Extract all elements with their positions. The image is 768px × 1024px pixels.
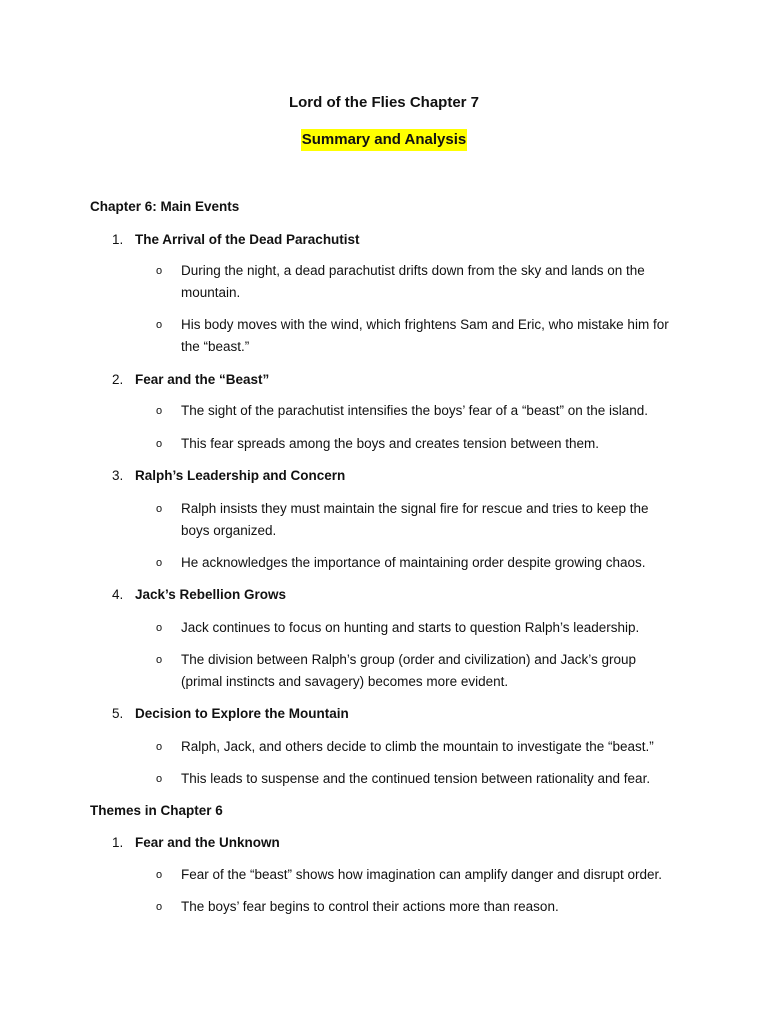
- hollow-bullet-icon: o: [156, 654, 163, 666]
- hollow-bullet-icon: o: [156, 319, 163, 331]
- section-heading-themes: Themes in Chapter 6: [90, 803, 223, 818]
- list-item-jack-rebellion: [112, 586, 286, 604]
- section-heading-main-events: Chapter 6: Main Events: [90, 199, 240, 214]
- hollow-bullet-icon: o: [156, 405, 163, 417]
- bullet-text: Ralph insists they must maintain the signal fire for rescue and tries to keep the boys organized.: [181, 501, 649, 538]
- bullet-item: [156, 768, 676, 790]
- bullet-text: This leads to suspense and the continued tension between rationality and fear.: [181, 771, 651, 786]
- list-item-fear-and-beast: [112, 371, 269, 389]
- bullet-item: [156, 400, 676, 422]
- bullet-item: [156, 433, 676, 455]
- bullet-text: This fear spreads among the boys and creates tension between them.: [181, 436, 599, 451]
- bullet-item: [156, 552, 676, 574]
- hollow-bullet-icon: o: [156, 265, 163, 277]
- subtitle-row: [0, 129, 768, 151]
- bullet-item: [156, 617, 676, 639]
- list-number: 5.: [112, 706, 124, 721]
- bullet-text: During the night, a dead parachutist drifts down from the sky and lands on the mountain.: [181, 263, 645, 300]
- hollow-bullet-icon: o: [156, 869, 163, 881]
- bullet-text: He acknowledges the importance of maintaining order despite growing chaos.: [181, 555, 646, 570]
- hollow-bullet-icon: o: [156, 622, 163, 634]
- list-item-label: Jack’s Rebellion Grows: [135, 587, 287, 602]
- hollow-bullet-icon: o: [156, 741, 163, 753]
- bullet-item: [156, 498, 676, 542]
- bullet-item: [156, 649, 676, 693]
- bullet-text: His body moves with the wind, which frightens Sam and Eric, who mistake him for the “beast.”: [181, 317, 669, 354]
- list-item-fear-unknown: [112, 834, 280, 852]
- list-item-label: Decision to Explore the Mountain: [135, 706, 349, 721]
- bullet-text: Fear of the “beast” shows how imagination can amplify danger and disrupt order.: [181, 867, 663, 882]
- hollow-bullet-icon: o: [156, 503, 163, 515]
- bullet-item: [156, 314, 676, 358]
- list-item-label: Fear and the “Beast”: [135, 372, 270, 387]
- list-item-arrival-of-parachutist: [112, 231, 360, 249]
- bullet-text: Jack continues to focus on hunting and starts to question Ralph’s leadership.: [181, 620, 640, 635]
- bullet-text: The division between Ralph’s group (order and civilization) and Jack’s group (primal instincts and savagery) becomes more evident.: [181, 652, 637, 689]
- list-item-label: The Arrival of the Dead Parachutist: [135, 232, 360, 247]
- page-subtitle-highlighted: Summary and Analysis: [301, 129, 468, 151]
- bullet-item: [156, 864, 676, 886]
- bullet-item: [156, 896, 676, 918]
- list-number: 1.: [112, 835, 124, 850]
- list-number: 3.: [112, 468, 124, 483]
- page-title: Lord of the Flies Chapter 7: [288, 94, 480, 111]
- bullet-item: [156, 736, 676, 758]
- list-number: 2.: [112, 372, 124, 387]
- hollow-bullet-icon: o: [156, 901, 163, 913]
- bullet-text: The boys’ fear begins to control their actions more than reason.: [181, 899, 559, 914]
- bullet-text: The sight of the parachutist intensifies the boys’ fear of a “beast” on the island.: [181, 403, 649, 418]
- list-item-label: Fear and the Unknown: [135, 835, 280, 850]
- hollow-bullet-icon: o: [156, 438, 163, 450]
- hollow-bullet-icon: o: [156, 557, 163, 569]
- list-item-label: Ralph’s Leadership and Concern: [135, 468, 346, 483]
- list-item-explore-mountain: [112, 705, 349, 723]
- list-number: 1.: [112, 232, 124, 247]
- bullet-item: [156, 260, 676, 304]
- bullet-text: Ralph, Jack, and others decide to climb the mountain to investigate the “beast.”: [181, 739, 654, 754]
- list-number: 4.: [112, 587, 124, 602]
- list-item-ralph-leadership: [112, 467, 345, 485]
- hollow-bullet-icon: o: [156, 773, 163, 785]
